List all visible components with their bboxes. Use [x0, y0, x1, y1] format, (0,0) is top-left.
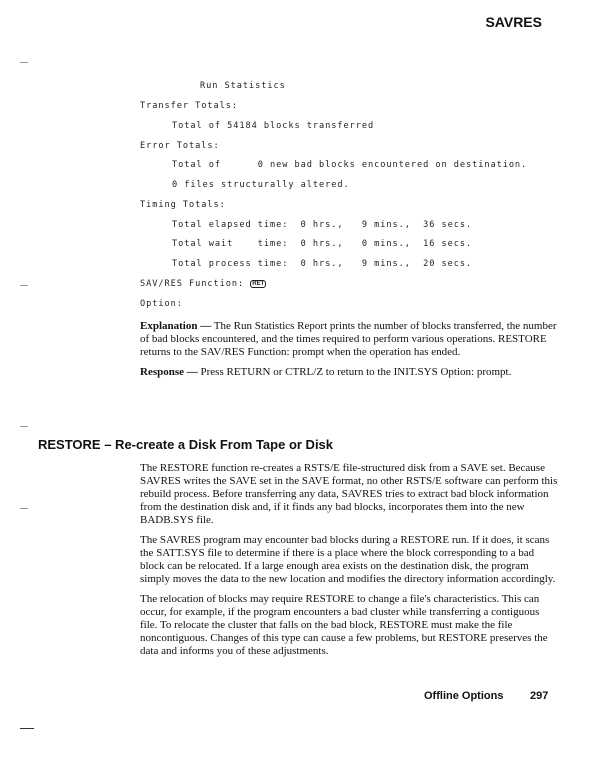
response-paragraph	[140, 366, 558, 379]
function-prompt-text: SAV/RES Function:	[140, 279, 251, 289]
margin-mark	[20, 62, 28, 63]
timing-heading: Timing Totals:	[140, 200, 226, 210]
margin-mark	[20, 728, 34, 729]
error-heading: Error Totals:	[140, 141, 220, 151]
terminal-title: Run Statistics	[200, 81, 286, 91]
function-prompt	[140, 279, 266, 289]
section-body	[140, 462, 558, 665]
response-text: Press RETURN or CTRL/Z to return to the INIT.SYS Option: prompt.	[197, 366, 512, 378]
page-number: 297	[530, 690, 549, 702]
transfer-line: Total of 54184 blocks transferred	[172, 121, 375, 131]
footer-section: Offline Options	[424, 690, 504, 702]
margin-mark	[20, 426, 28, 427]
response-label: Response —	[140, 366, 198, 378]
timing-elapsed: Total elapsed time: 0 hrs., 9 mins., 36 secs.	[172, 220, 473, 230]
option-prompt: Option:	[140, 299, 183, 309]
timing-wait: Total wait time: 0 hrs., 0 mins., 16 secs.	[172, 239, 473, 249]
ret-key-icon: RET	[252, 281, 265, 287]
timing-process: Total process time: 0 hrs., 9 mins., 20 secs.	[172, 259, 473, 269]
body-paragraph: The RESTORE function re-creates a RSTS/E file-structured disk from a SAVE set. Because SAVRES writes the SAVE set in the SAVE format, no other RSTS/E software can perform this rebuild process. Before transferring any data, SAVRES tries to extract bad block information from the destination disk and, if it finds any bad blocks, incorporates them into the new BADB.SYS file.	[140, 462, 558, 526]
explanation-text: The Run Statistics Report prints the number of blocks transferred, the number of bad blocks encountered, and the times required to perform various operations. RESTORE returns to the SAV/RES Function: prompt when the operation has ended.	[140, 320, 557, 358]
section-heading: RESTORE – Re-create a Disk From Tape or Disk	[38, 437, 334, 452]
body-paragraph: The relocation of blocks may require RESTORE to change a file's characteristics. This can occur, for example, if the program encounters a bad cluster while transferring a contiguous file. To relocate the cluster that falls on the bad block, RESTORE must make the file noncontiguous. Changes of this type can cause a few problems, but RESTORE preserves the data and informs you of these adjustments.	[140, 593, 548, 657]
body-paragraph: The SAVRES program may encounter bad blocks during a RESTORE run. If it does, it scans the SATT.SYS file to determine if there is a place where the block corresponding to a bad block can be relocated. If a large enough area exists on the destination disk, the program simply moves the data to the new location and modifies the directory information accordingly.	[140, 534, 556, 585]
transfer-heading: Transfer Totals:	[140, 101, 238, 111]
notes-block	[140, 320, 558, 386]
explanation-paragraph	[140, 320, 558, 359]
explanation-label: Explanation —	[140, 320, 212, 332]
margin-mark	[20, 285, 28, 286]
running-header: SAVRES	[485, 14, 542, 30]
error-line: 0 files structurally altered.	[172, 180, 350, 190]
margin-mark	[20, 508, 28, 509]
error-line: Total of 0 new bad blocks encountered on destination.	[172, 160, 528, 170]
